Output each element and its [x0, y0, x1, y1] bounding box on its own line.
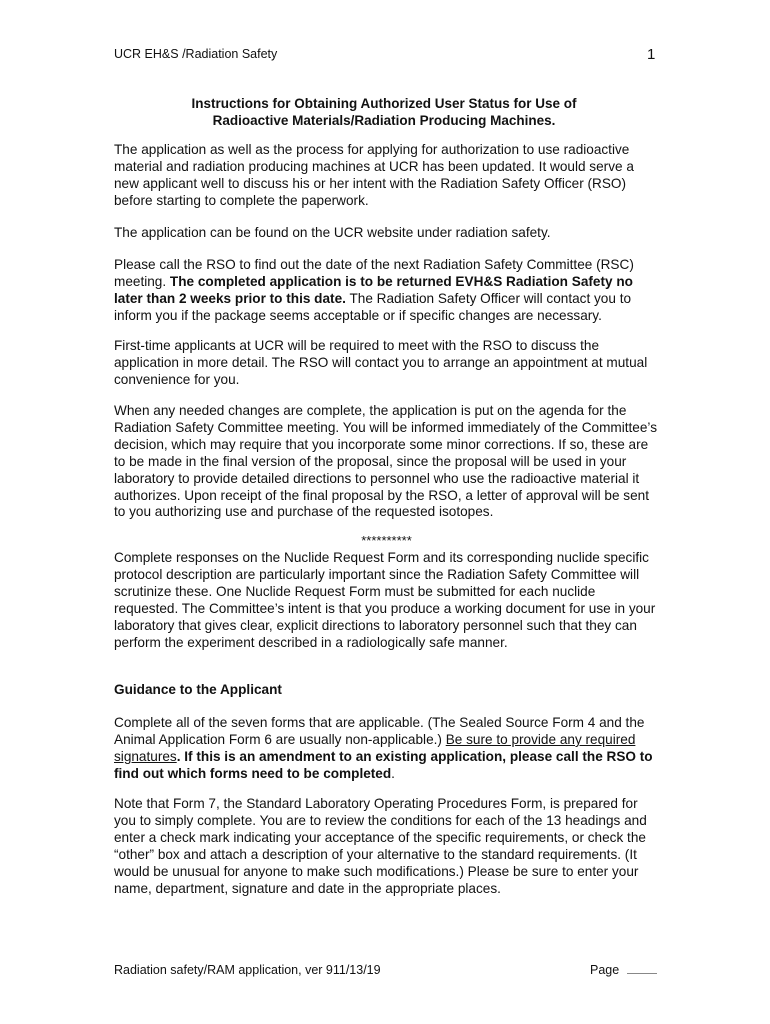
form7-paragraph: Note that Form 7, the Standard Laboratory Operating Procedures Form, is prepared for you to simply complete. You are to review the conditions for each of the 13 headings and enter a check mark indicating your acceptance of the specific requirements, or check the “other” box and attach a description of your alternative to the standard requirements. (It would be unusual for anyone to make such modifications.) Please be sure to enter your name, department, signature and date in the appropriate places. — [114, 796, 647, 896]
guidance-heading: Guidance to the Applicant — [114, 682, 282, 697]
intro-paragraph: The application as well as the process for applying for authorization to use radioactive material and radiation producing machines at UCR has been updated. It would serve a new applicant well to discuss his or her intent with the Radiation Safety Officer (RSO) before starting to complete the paperwork. — [114, 142, 634, 208]
website-paragraph: The application can be found on the UCR website under radiation safety. — [114, 225, 551, 240]
nuclide-paragraph: Complete responses on the Nuclide Request Form and its corresponding nuclide specific protocol description are particularly important since the Radiation Safety Committee will scrutinize these. One Nuclide Request Form must be submitted for each nuclide requested. The Committee’s intent is that you produce a working document for use in your laboratory that gives clear, explicit directions to laboratory personnel such that they can perform the experiment described in a radiologically safe manner. — [114, 550, 656, 650]
page-number: 1 — [647, 46, 656, 63]
forms-paragraph — [114, 715, 659, 783]
signatures-period: . — [176, 748, 181, 764]
rsc-text-a: Please call the RSO to find out the date of the next Radiation Safety Committee (RSC) meeting. — [114, 257, 634, 289]
committee-paragraph: When any needed changes are complete, the application is put on the agenda for the Radiation Safety Committee meeting. You will be informed immediately of the Committee’s decision, which may require that you incorporate some minor corrections. If so, these are to be made in the final version of the proposal, since the proposal will be used in your laboratory to provide detailed directions to personnel who use the radioactive material it authorizes. Upon receipt of the final proposal by the RSO, a letter of approval will be sent to you authorizing use and purchase of the requested isotopes. — [114, 403, 657, 520]
footer-version: Radiation safety/RAM application, ver 911/13/19 — [114, 963, 381, 977]
document-title — [114, 95, 654, 129]
title-line-1: Instructions for Obtaining Authorized User Status for Use of — [191, 96, 577, 111]
first-time-paragraph: First-time applicants at UCR will be required to meet with the RSO to discuss the application in more detail. The RSO will contact you to arrange an appointment at mutual convenience for you. — [114, 338, 648, 387]
rsc-text-b: The Radiation Safety Officer will contact you to inform you if the package seems acceptable or if specific changes are necessary. — [114, 290, 632, 323]
forms-text-a: Complete all of the seven forms that are applicable. (The Sealed Source Form 4 and the Animal Application Form 6 are usually non-applicable.) — [114, 715, 645, 747]
rsc-meeting-paragraph — [114, 257, 659, 325]
page-number-blank — [627, 965, 657, 974]
rsc-deadline-bold: The completed application is to be returned EVH&S Radiation Safety no later than 2 weeks prior to this date. — [114, 273, 633, 306]
footer-page-label: Page — [590, 963, 620, 977]
signatures-underline: Be sure to provide any required signatures — [114, 731, 636, 764]
title-line-2: Radioactive Materials/Radiation Producing Machines. — [212, 113, 556, 128]
amendment-bold: If this is an amendment to an existing application, please call the RSO to find out which forms need to be completed — [114, 748, 653, 781]
footer-page — [590, 963, 657, 977]
forms-text-end: . — [391, 765, 395, 781]
header-text: UCR EH&S /Radiation Safety — [114, 47, 278, 61]
section-separator: ********** — [361, 533, 412, 548]
